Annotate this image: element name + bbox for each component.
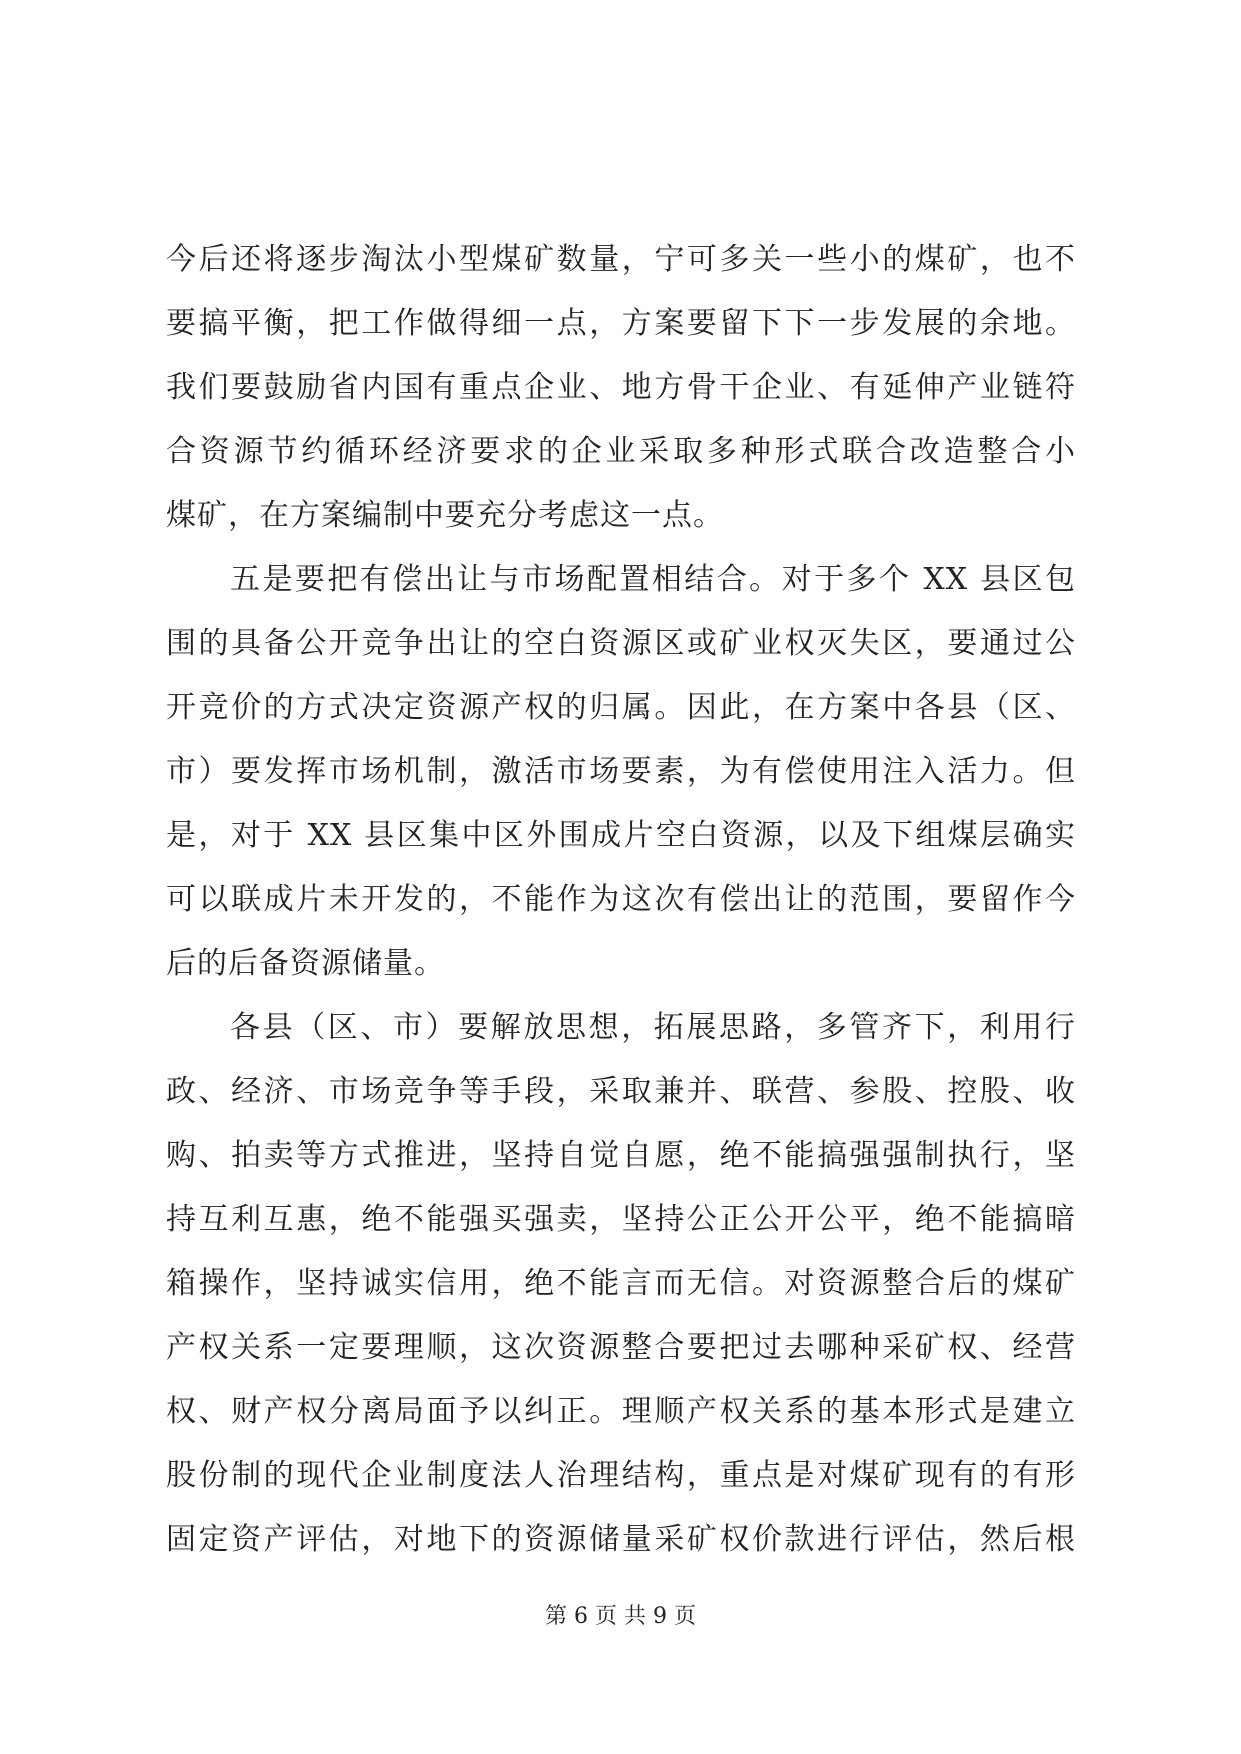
text-line: 后的后备资源储量。	[166, 946, 445, 981]
text-line: 市）要发挥市场机制，激活市场要素，为有偿使用注入活力。但	[166, 754, 1076, 789]
text-line: 要搞平衡，把工作做得细一点，方案要留下下一步发展的余地。	[166, 306, 1076, 341]
text-line: 合资源节约循环经济要求的企业采取多种形式联合改造整合小	[166, 434, 1076, 469]
text-line: 是，对于 XX 县区集中区外围成片空白资源，以及下组煤层确实	[166, 818, 1076, 853]
paragraph-first-line: 五是要把有偿出让与市场配置相结合。对于多个 XX 县区包	[230, 562, 1076, 597]
text-line: 固定资产评估，对地下的资源储量采矿权价款进行评估，然后根	[166, 1522, 1076, 1557]
text-line: 政、经济、市场竞争等手段，采取兼并、联营、参股、控股、收	[166, 1074, 1076, 1109]
text-line: 产权关系一定要理顺，这次资源整合要把过去哪种采矿权、经营	[166, 1330, 1076, 1365]
text-line: 围的具备公开竞争出让的空白资源区或矿业权灭失区，要通过公	[166, 626, 1076, 661]
text-line: 购、拍卖等方式推进，坚持自觉自愿，绝不能搞强强制执行，坚	[166, 1138, 1076, 1173]
text-line: 可以联成片未开发的，不能作为这次有偿出让的范围，要留作今	[166, 882, 1076, 917]
text-line: 我们要鼓励省内国有重点企业、地方骨干企业、有延伸产业链符	[166, 370, 1076, 405]
text-line: 持互利互惠，绝不能强买强卖，坚持公正公开公平，绝不能搞暗	[166, 1202, 1076, 1237]
body-text	[166, 228, 1076, 1572]
text-line: 股份制的现代企业制度法人治理结构，重点是对煤矿现有的有形	[166, 1458, 1076, 1493]
text-line: 开竞价的方式决定资源产权的归属。因此，在方案中各县（区、	[166, 690, 1076, 725]
text-line: 煤矿，在方案编制中要充分考虑这一点。	[166, 498, 724, 533]
text-line: 权、财产权分离局面予以纠正。理顺产权关系的基本形式是建立	[166, 1394, 1076, 1429]
text-line: 今后还将逐步淘汰小型煤矿数量，宁可多关一些小的煤矿，也不	[166, 242, 1076, 277]
paragraph-first-line: 各县（区、市）要解放思想，拓展思路，多管齐下，利用行	[230, 1010, 1076, 1045]
text-line: 箱操作，坚持诚实信用，绝不能言而无信。对资源整合后的煤矿	[166, 1266, 1076, 1301]
page-footer: 第 6 页 共 9 页	[545, 1604, 696, 1629]
